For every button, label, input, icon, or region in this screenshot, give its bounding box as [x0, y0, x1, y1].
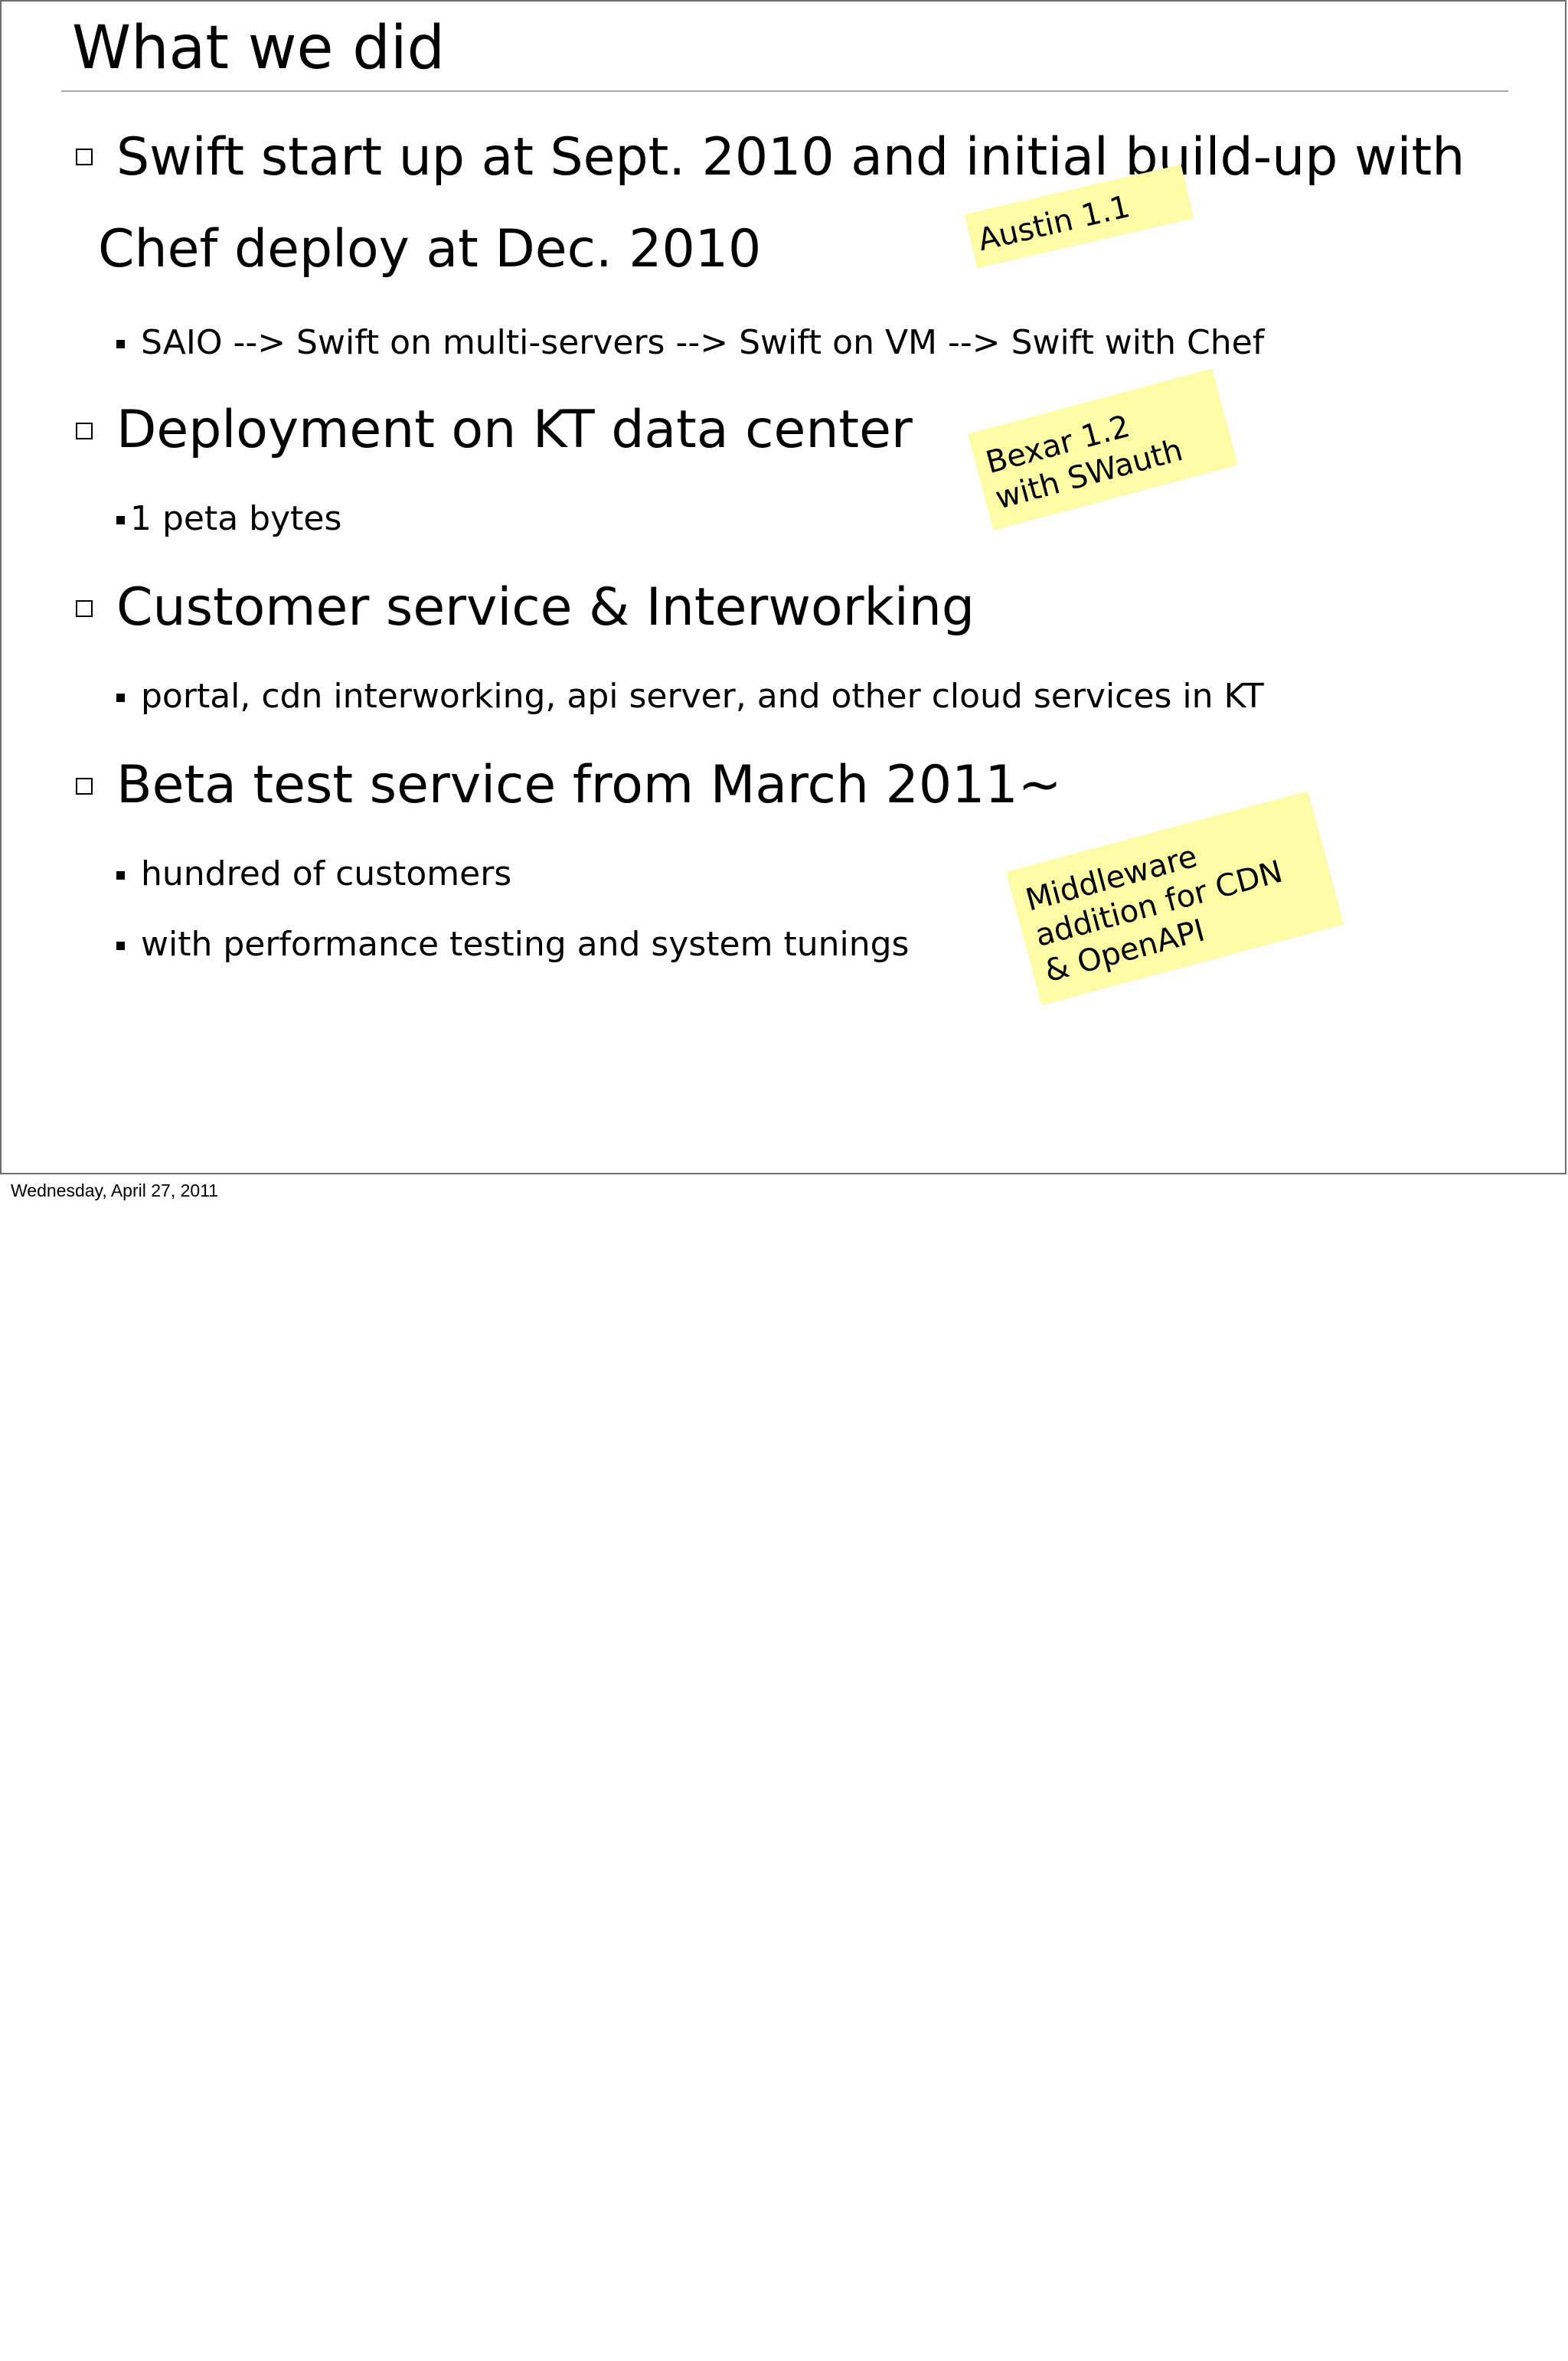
square-bullet-icon — [116, 942, 125, 950]
square-bullet-icon — [116, 516, 125, 524]
square-bullet-icon — [116, 694, 125, 702]
hollow-square-bullet-icon — [76, 149, 93, 165]
square-bullet-icon — [116, 340, 125, 348]
bullet-2-text: Deployment on KT data center — [116, 400, 913, 460]
slide-title: What we did — [72, 14, 446, 83]
bullet-3-text: Customer service & Interworking — [116, 577, 975, 638]
bullet-4-text: Beta test service from March 2011~ — [116, 755, 1062, 815]
sticky-note-middleware-text: Middleware addition for CDN & OpenAPI — [1021, 838, 1287, 990]
hollow-square-bullet-icon — [76, 423, 93, 439]
footer-date: Wednesday, April 27, 2011 — [11, 1180, 219, 1200]
bullet-4-sub-2: with performance testing and system tunings — [141, 925, 910, 964]
sticky-note-middleware — [1006, 791, 1344, 1004]
bullet-1-sub-1: SAIO --> Swift on multi-servers --> Swift on VM --> Swift with Chef — [141, 323, 1265, 362]
sticky-note-bexar — [968, 369, 1237, 531]
sticky-note-austin-text: Austin 1.1 — [975, 188, 1134, 259]
title-divider — [61, 90, 1508, 92]
bullet-4-sub-1: hundred of customers — [141, 854, 512, 893]
hollow-square-bullet-icon — [76, 600, 93, 617]
square-bullet-icon — [116, 871, 125, 880]
bullet-2-sub-1: 1 peta bytes — [130, 499, 342, 538]
hollow-square-bullet-icon — [76, 778, 93, 795]
bullet-1-text-continued: Chef deploy at Dec. 2010 — [98, 219, 762, 279]
bullet-3-sub-1: portal, cdn interworking, api server, and other cloud services in KT — [141, 677, 1264, 716]
sticky-note-bexar-text: Bexar 1.2 with SWauth — [982, 408, 1187, 517]
slide — [0, 0, 1566, 1174]
bullet-1-text: Swift start up at Sept. 2010 and initial build-up with — [116, 127, 1465, 188]
